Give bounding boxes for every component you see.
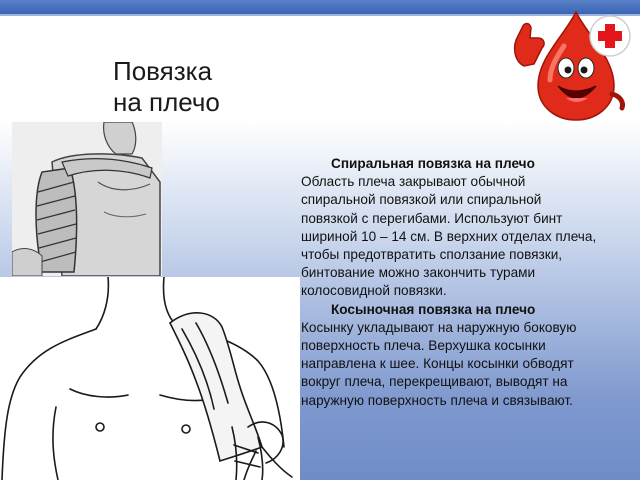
slide-title bbox=[113, 56, 373, 118]
slide-title-line-1: Повязка bbox=[113, 56, 213, 86]
kerchief-bandage-illustration bbox=[0, 277, 300, 480]
red-cross-icon bbox=[590, 16, 630, 56]
section-body-kerchief: Косынку укладывают на наружную боковую поверхность плеча. Верхушка косынки направлена к шее. Концы косынки обводят вокруг плеча, перекрещивают, выводят на наружную поверхность плеча и связывают. bbox=[301, 319, 577, 408]
slide-title-line-2: на плечо bbox=[113, 87, 220, 117]
section-body-spiral: Область плеча закрывают обычной спиральной повязкой или спиральной повязкой с перегибами. Используют бинт шириной 10 – 14 см. В верхних отделах плеча, чтобы предотвратить сползание повязки, бинтование можно закончить турами колосовидной повязки. bbox=[301, 174, 597, 299]
blood-drop-mascot-icon bbox=[504, 6, 634, 124]
section-heading-kerchief: Косыночная повязка на плечо bbox=[331, 301, 536, 317]
section-heading-spiral: Спиральная повязка на плечо bbox=[331, 156, 535, 171]
spiral-bandage-illustration bbox=[12, 122, 162, 276]
description-panel bbox=[301, 155, 601, 410]
